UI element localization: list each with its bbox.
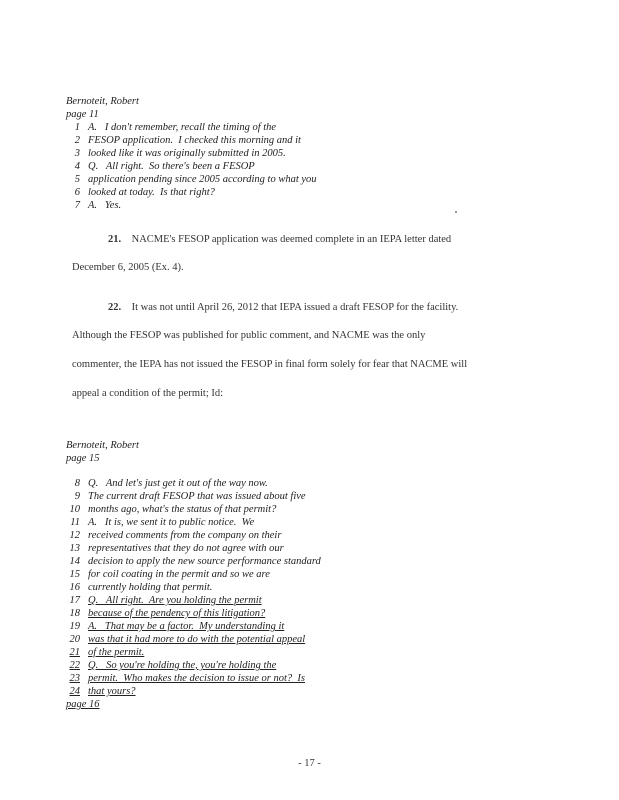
- transcript-line: 15 for coil coating in the permit and so we are: [69, 569, 270, 580]
- page-reference: page 11: [66, 109, 99, 120]
- transcript-line: 10 months ago, what's the status of that permit?: [69, 504, 277, 515]
- transcript-line: 7 A. Yes.: [74, 200, 122, 211]
- transcript-line: 3 looked like it was originally submitted in 2005.: [74, 148, 286, 159]
- paragraph-number: 21.: [108, 234, 122, 245]
- scan-speck: [455, 211, 457, 213]
- transcript-line: 18 because of the pendency of this litigation?: [69, 608, 266, 619]
- paragraph-22: [72, 302, 552, 402]
- transcript-line: 9 The current draft FESOP that was issued about five: [74, 491, 306, 502]
- deposition-excerpt-2: [66, 440, 406, 740]
- transcript-line: 1 A. I don't remember, recall the timing of the: [74, 122, 277, 133]
- transcript-line: 4 Q. All right. So there's been a FESOP: [74, 161, 255, 172]
- paragraph-line: commenter, the IEPA has not issued the FESOP in final form solely for fear that NACME will: [72, 359, 468, 370]
- transcript-line: 19 A. That may be a factor. My understanding it: [69, 621, 285, 632]
- transcript-line: 20 was that it had more to do with the potential appeal: [69, 634, 306, 645]
- transcript-line: 5 application pending since 2005 according to what you: [74, 174, 317, 185]
- transcript-line: 21 of the permit.: [69, 647, 145, 658]
- paragraph-21: [72, 234, 552, 284]
- transcript-line: 14 decision to apply the new source performance standard: [69, 556, 321, 567]
- transcript-line: 2 FESOP application. I checked this morning and it: [74, 135, 301, 146]
- transcript-line: 12 received comments from the company on their: [69, 530, 282, 541]
- transcript-line: 22 Q. So you're holding the, you're holding the: [69, 660, 277, 671]
- page-reference: page 15: [66, 453, 100, 464]
- transcript-line: 13 representatives that they do not agree with our: [69, 543, 284, 554]
- paragraph-line: 21. NACME's FESOP application was deemed complete in an IEPA letter dated: [108, 234, 452, 245]
- transcript-line: 24 that yours?: [69, 686, 136, 697]
- page-reference: page 16: [66, 699, 100, 710]
- transcript-line: 23 permit. Who makes the decision to issue or not? Is: [69, 673, 305, 684]
- page-number: - 17 -: [298, 758, 321, 769]
- paragraph-line: appeal a condition of the permit; Id:: [72, 388, 224, 399]
- deponent-name: Bernoteit, Robert: [66, 440, 139, 451]
- deposition-excerpt-1: [66, 96, 386, 224]
- transcript-line: 6 looked at today. Is that right?: [74, 187, 215, 198]
- transcript-line: 11 A. It is, we sent it to public notice. We: [70, 517, 255, 528]
- transcript-line: 16 currently holding that permit.: [69, 582, 213, 593]
- paragraph-line: Although the FESOP was published for public comment, and NACME was the only: [72, 330, 426, 341]
- transcript-line: 17 Q. All right. Are you holding the permit: [69, 595, 262, 606]
- deponent-name: Bernoteit, Robert: [66, 96, 139, 107]
- paragraph-line: 22. It was not until April 26, 2012 that IEPA issued a draft FESOP for the facility.: [108, 302, 459, 313]
- transcript-line: 8 Q. And let's just get it out of the way now.: [74, 478, 268, 489]
- paragraph-number: 22.: [108, 302, 122, 313]
- paragraph-line: December 6, 2005 (Ex. 4).: [72, 262, 184, 273]
